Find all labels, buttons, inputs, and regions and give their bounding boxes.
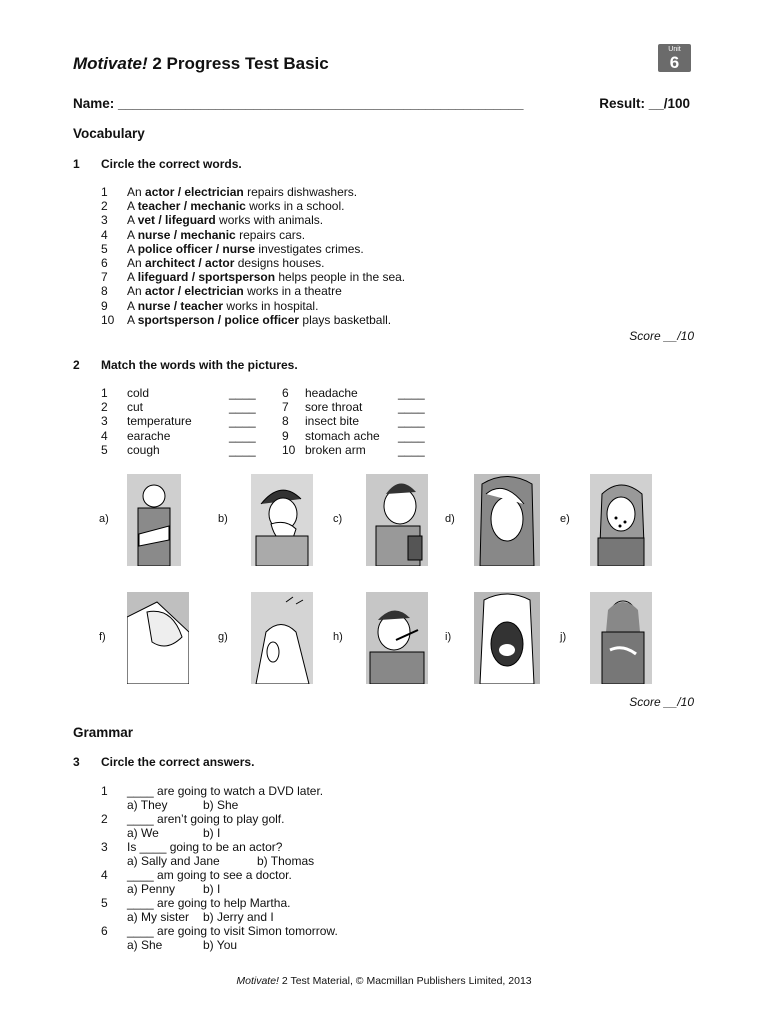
picture-label: f) [99,631,106,643]
vocab-item [101,270,405,284]
item-suffix: works in a theatre [243,284,342,299]
task2-instruction: Match the words with the pictures. [101,358,298,372]
item-prefix: An [127,284,146,299]
task3-instruction: Circle the correct answers. [101,755,255,769]
left-number: 1 [101,386,108,400]
cough-picture [366,474,428,566]
vocab-item [101,213,405,227]
choice-words[interactable]: vet / lifeguard [137,213,216,228]
answer-options [101,798,501,812]
right-word: insect bite [305,414,360,429]
name-row [73,96,690,111]
item-prefix: A [127,270,138,285]
question-number: 4 [101,868,108,882]
grammar-question [101,840,501,854]
choice-words[interactable]: nurse / teacher [137,298,224,313]
right-blank[interactable]: ____ [398,414,425,429]
left-number: 4 [101,428,108,443]
picture-label: c) [333,513,343,525]
option-a[interactable]: a) She [127,938,163,952]
right-number: 6 [282,386,289,400]
sore-throat-open-mouth-picture [474,592,540,684]
item-number: 2 [101,199,108,214]
option-a[interactable]: a) They [127,798,168,812]
question-text: ____ are going to watch a DVD later. [127,784,324,798]
right-word: headache [305,386,358,400]
item-prefix: A [127,312,138,327]
match-row [101,443,441,457]
question-text: Is ____ going to be an actor? [127,840,283,854]
right-word: stomach ache [305,428,380,443]
vocab-item [101,242,405,256]
task1-score: Score __/10 [629,329,694,343]
match-row [101,400,441,414]
right-blank[interactable]: ____ [398,400,425,415]
item-number: 7 [101,270,108,285]
choice-words[interactable]: police officer / nurse [137,241,256,256]
right-number: 10 [282,442,296,457]
vocab-item [101,199,405,213]
footer-rest: 2 Test Material, © Macmillan Publishers Limited, 2013 [278,975,532,987]
insect-bite-picture [590,474,652,566]
item-prefix: A [127,199,138,214]
option-b[interactable]: b) You [203,938,238,952]
title-italic: Motivate! [73,54,148,73]
question-text: ____ aren’t going to play golf. [127,812,285,826]
left-word: earache [127,428,171,443]
question-text: ____ am going to see a doctor. [127,868,292,882]
answer-options [101,910,501,924]
left-word: temperature [127,414,192,429]
headache-picture [474,474,540,566]
option-b[interactable]: b) I [203,882,221,896]
option-a[interactable]: a) Penny [127,882,176,896]
picture-label: g) [218,631,228,643]
right-blank[interactable]: ____ [398,428,425,443]
picture-label: i) [445,631,452,643]
page-title [73,54,329,74]
stomach-ache-picture [590,592,652,684]
question-number: 2 [101,812,108,826]
item-prefix: A [127,227,138,242]
question-number: 5 [101,896,108,910]
vocab-item [101,299,405,313]
picture-label: a) [99,513,109,525]
title-rest: 2 Progress Test Basic [147,54,329,73]
item-suffix: works in hospital. [223,298,319,313]
option-b[interactable]: b) Thomas [257,854,315,868]
choice-words[interactable]: teacher / mechanic [137,199,246,214]
task2-match-list [101,386,441,457]
match-row [101,429,441,443]
choice-words[interactable]: lifeguard / sportsperson [137,270,276,285]
grammar-heading: Grammar [73,725,134,740]
left-blank[interactable]: ____ [229,400,256,415]
item-suffix: repairs cars. [235,227,306,242]
left-number: 3 [101,414,108,429]
left-word: cough [127,442,160,457]
answer-options [101,826,501,840]
item-number: 5 [101,241,108,256]
match-row [101,414,441,428]
item-prefix: A [127,213,138,228]
picture-label: d) [445,513,455,525]
result-field: Result: __/100 [599,96,690,111]
answer-options [101,854,501,868]
left-blank[interactable]: ____ [229,414,256,429]
earache-picture [127,592,189,684]
vocab-item [101,313,405,327]
broken-arm-picture [127,474,181,566]
left-word: cut [127,400,144,415]
option-a[interactable]: a) Sally and Jane [127,854,220,868]
choice-words[interactable]: architect / actor [145,256,235,271]
picture-label: e) [560,513,570,525]
right-number: 8 [282,414,289,429]
option-a[interactable]: a) My sister [127,910,190,924]
right-blank[interactable]: ____ [398,386,425,400]
item-number: 10 [101,312,115,327]
unit-number: 6 [669,53,680,72]
question-number: 1 [101,784,108,798]
task1-number: 1 [73,157,80,171]
picture-label: h) [333,631,343,643]
grammar-question [101,784,501,798]
right-word: sore throat [305,400,363,415]
right-number: 9 [282,428,289,443]
vocabulary-heading: Vocabulary [73,126,145,141]
left-blank[interactable]: ____ [229,386,256,400]
answer-options [101,882,501,896]
item-suffix: designs houses. [234,256,325,271]
option-b[interactable]: b) Jerry and I [203,910,274,924]
left-number: 2 [101,400,108,415]
left-word: cold [127,386,150,400]
task3-number: 3 [73,755,80,769]
item-suffix: repairs dishwashers. [243,185,358,199]
name-field[interactable]: Name: ______________________________________________________ [73,96,524,111]
grammar-question [101,924,501,938]
match-row [101,386,441,400]
item-number: 6 [101,256,108,271]
right-number: 7 [282,400,289,415]
unit-label: Unit [668,46,681,53]
question-number: 3 [101,840,108,854]
footer [0,975,768,987]
option-b[interactable]: b) She [203,798,239,812]
option-a[interactable]: a) We [127,826,159,840]
picture-label: j) [560,631,567,643]
choice-words[interactable]: nurse / mechanic [137,227,236,242]
task2-score: Score __/10 [629,695,694,709]
question-text: ____ are going to help Martha. [127,896,291,910]
vocab-item [101,228,405,242]
grammar-question [101,868,501,882]
item-suffix: works with animals. [215,213,324,228]
footer-italic: Motivate! [236,975,279,987]
item-prefix: A [127,241,138,256]
picture-label: b) [218,513,228,525]
item-number: 1 [101,185,108,199]
question-number: 6 [101,924,108,938]
option-b[interactable]: b) I [203,826,221,840]
unit-badge [658,44,691,72]
left-blank[interactable]: ____ [229,428,256,443]
vocab-item [101,185,405,199]
task3-list [101,784,501,952]
item-prefix: An [127,256,146,271]
choice-words[interactable]: sportsperson / police officer [137,312,300,327]
item-number: 9 [101,298,108,313]
item-suffix: works in a school. [245,199,345,214]
grammar-question [101,812,501,826]
left-blank[interactable]: ____ [229,442,256,457]
vocab-item [101,284,405,298]
item-number: 3 [101,213,108,228]
left-number: 5 [101,442,108,457]
answer-options [101,938,501,952]
right-blank[interactable]: ____ [398,442,425,457]
grammar-question [101,896,501,910]
right-word: broken arm [305,442,366,457]
cut-picture [251,592,313,684]
item-suffix: investigates crimes. [255,241,364,256]
choice-words[interactable]: actor / electrician [145,284,244,299]
choice-words[interactable]: actor / electrician [145,185,244,199]
task1-list [101,185,405,327]
vocab-item [101,256,405,270]
item-number: 4 [101,227,108,242]
task2-number: 2 [73,358,80,372]
task1-instruction: Circle the correct words. [101,157,242,171]
item-number: 8 [101,284,108,299]
question-text: ____ are going to visit Simon tomorrow. [127,924,338,938]
item-prefix: An [127,185,146,199]
item-prefix: A [127,298,138,313]
item-suffix: plays basketball. [299,312,392,327]
sore-throat-picture [251,474,313,566]
item-suffix: helps people in the sea. [275,270,406,285]
temperature-picture [366,592,428,684]
